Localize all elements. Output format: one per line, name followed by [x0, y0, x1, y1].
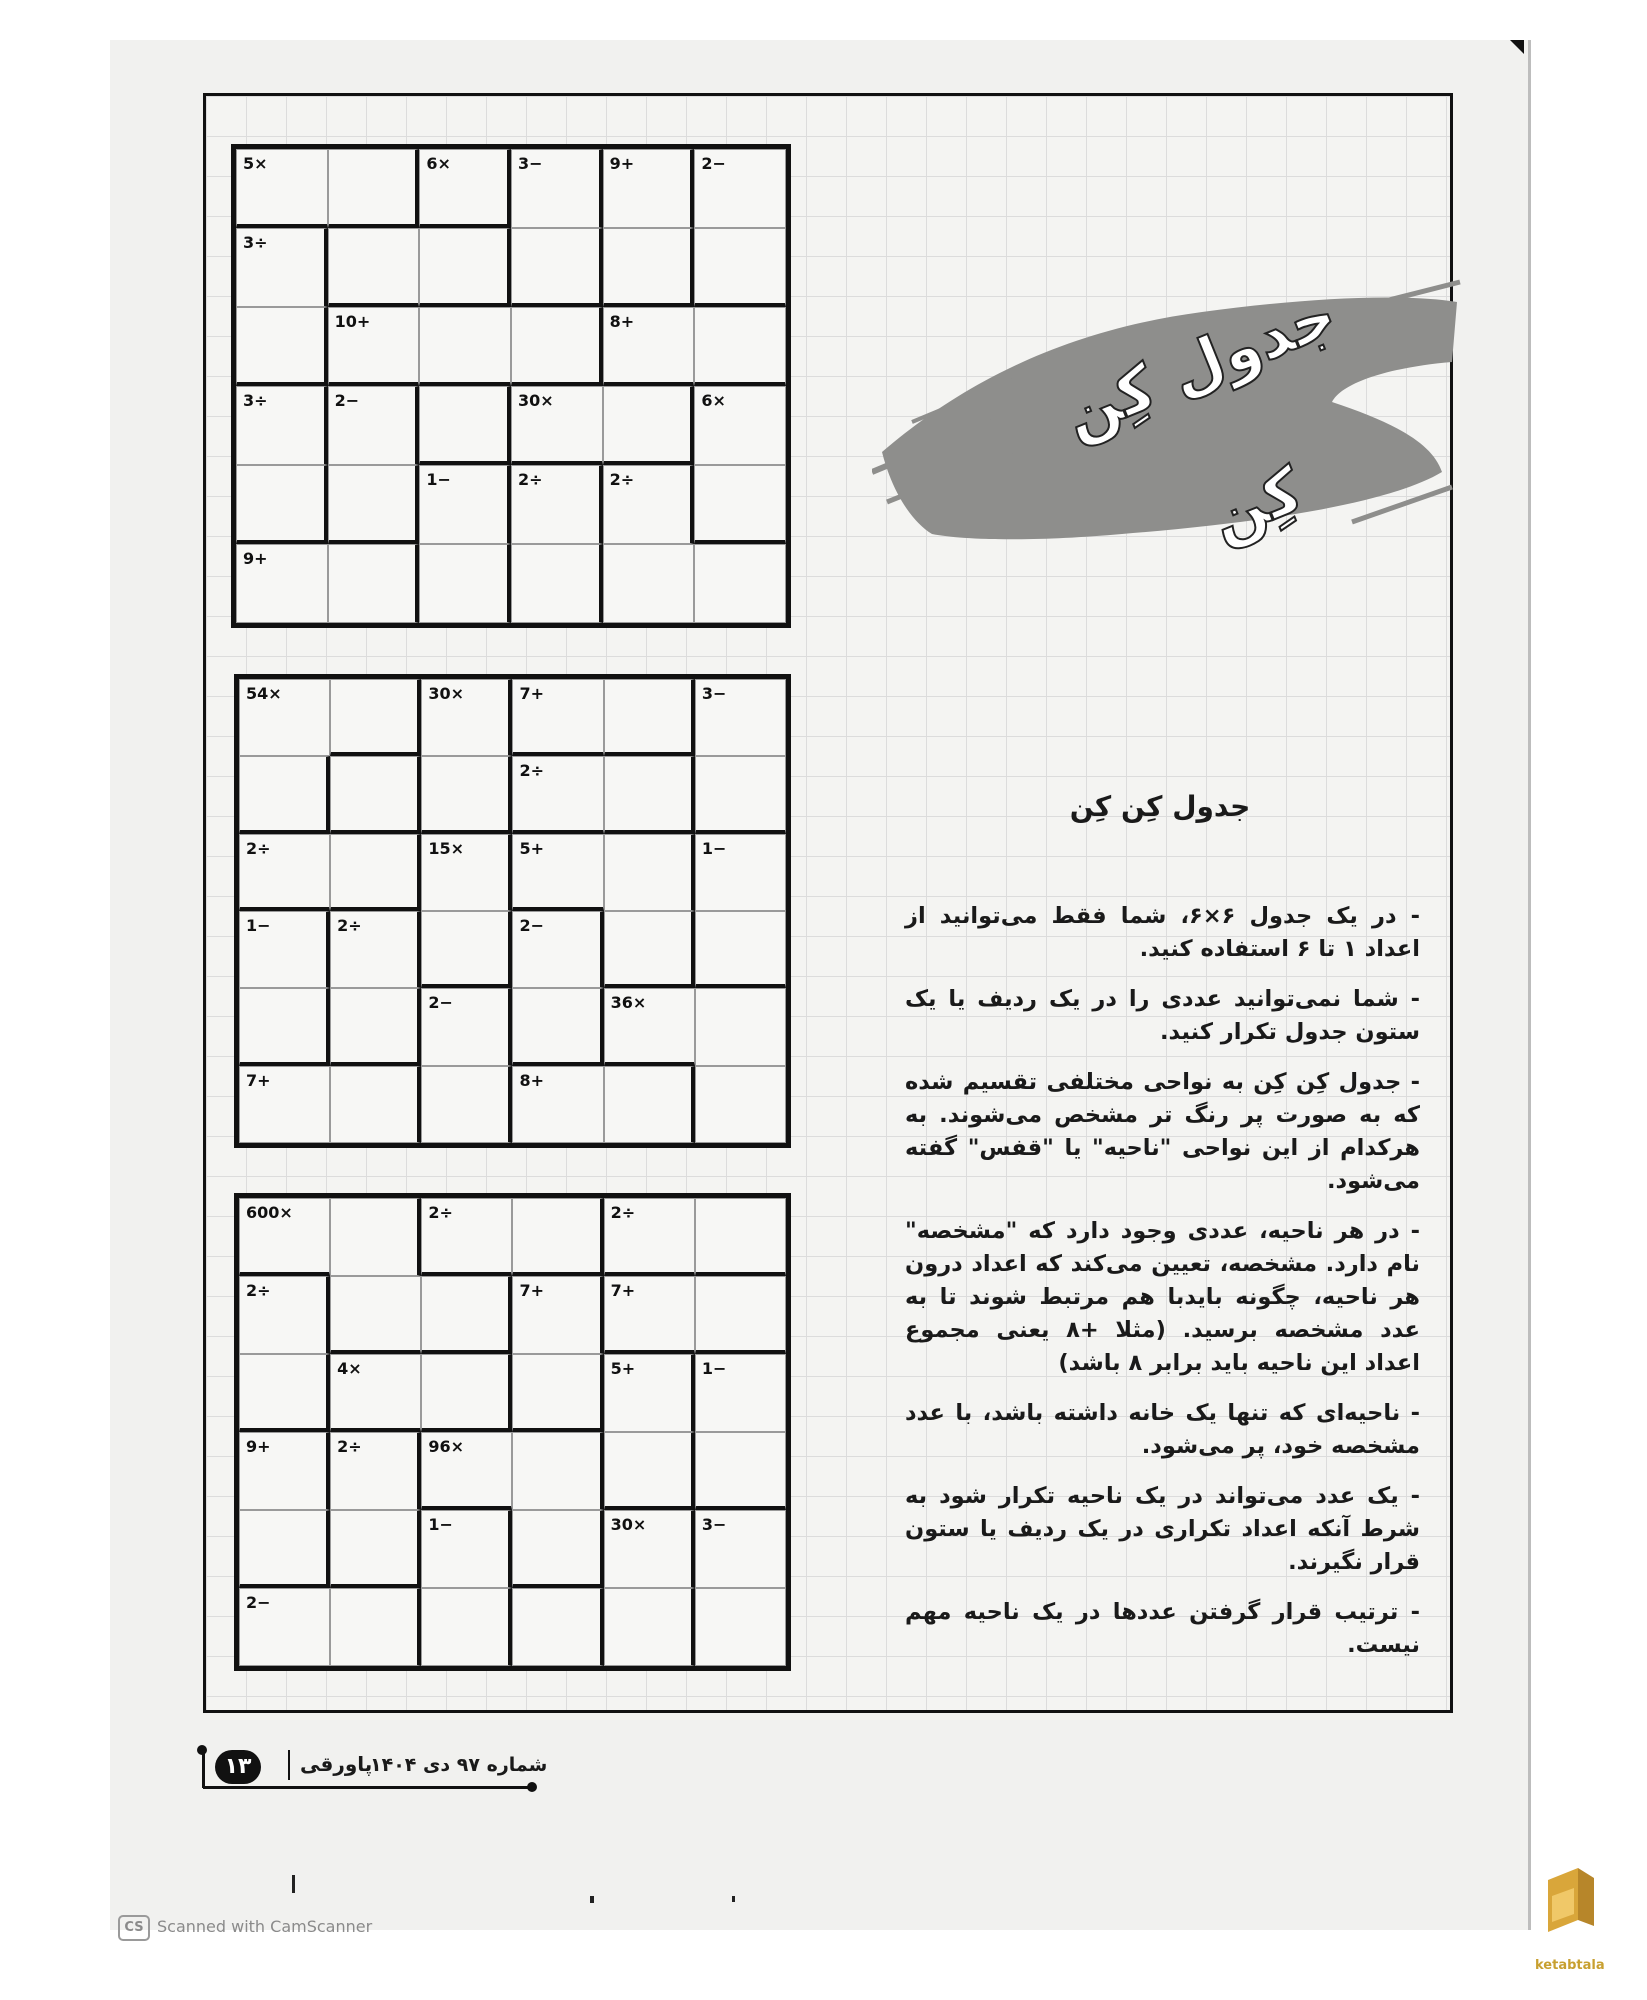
scan-speck — [732, 1896, 735, 1902]
puzzle-cell — [604, 834, 695, 911]
puzzle-cell — [694, 149, 786, 228]
camscanner-icon: CS — [118, 1915, 150, 1941]
puzzle-cell — [421, 1354, 512, 1432]
puzzle-cell — [603, 386, 695, 465]
puzzle-cell — [419, 544, 511, 623]
puzzle-cell — [695, 679, 786, 756]
footer-divider-vertical — [202, 1752, 205, 1788]
rule-7: - ترتیب قرار گرفتن عددها در یک ناحیه مهم نیست. — [905, 1599, 1420, 1658]
cage-clue: 5+ — [610, 1359, 636, 1378]
puzzle-cell — [239, 988, 330, 1065]
puzzle-cell — [695, 1354, 786, 1432]
puzzle-cell — [419, 149, 511, 228]
puzzle-cell — [603, 307, 695, 386]
puzzle-cell — [330, 1510, 421, 1588]
puzzle-cell — [512, 1354, 603, 1432]
cage-clue: 30× — [517, 391, 554, 410]
corner-mark — [1510, 40, 1524, 54]
puzzle-cell — [603, 544, 695, 623]
puzzle-cell — [236, 465, 328, 544]
puzzle-cell — [421, 1066, 512, 1143]
puzzle-cell — [421, 1588, 512, 1666]
puzzle-cell — [604, 1066, 695, 1143]
puzzle-cell — [603, 149, 695, 228]
puzzle-cell — [512, 1432, 603, 1510]
cage-clue: 3− — [701, 684, 727, 703]
puzzle-cell — [511, 465, 603, 544]
cage-clue: 2− — [428, 993, 453, 1013]
puzzle-cell — [604, 1588, 695, 1666]
puzzle-cell — [330, 1066, 421, 1143]
cage-clue: 3÷ — [243, 233, 268, 252]
cage-clue: 6× — [701, 391, 726, 410]
puzzle-cell — [695, 1588, 786, 1666]
puzzle-cell — [239, 1198, 330, 1276]
puzzle-cell — [330, 1588, 421, 1666]
puzzle-cell — [421, 1432, 512, 1510]
rule-2: - شما نمی‌توانید عددی را در یک ردیف یا یک ستون جدول تکرار کنید. — [905, 986, 1420, 1045]
puzzle-cell — [604, 911, 695, 988]
cage-clue: 9+ — [246, 1437, 271, 1456]
puzzle-cell — [236, 544, 328, 623]
puzzle-cell — [604, 1432, 695, 1510]
puzzle-cell — [236, 228, 328, 307]
footer-dot — [527, 1782, 537, 1792]
puzzle-cell — [239, 834, 330, 911]
puzzle-cell — [421, 988, 512, 1065]
issue-info: شماره ۹۷ دی ۱۴۰۴ — [370, 1754, 548, 1776]
cage-clue: 96× — [428, 1437, 464, 1456]
puzzle-cell — [239, 679, 330, 756]
cage-clue: 7+ — [519, 684, 545, 703]
page-edge — [1528, 40, 1531, 1930]
cage-clue: 2÷ — [517, 470, 543, 489]
cage-clue: 15× — [428, 838, 464, 858]
cage-clue: 2÷ — [246, 838, 271, 858]
cage-clue: 10+ — [334, 312, 371, 331]
puzzle-cell — [421, 1510, 512, 1588]
scan-speck — [590, 1896, 594, 1903]
puzzle-cell — [421, 1198, 512, 1276]
puzzle-cell — [512, 1066, 603, 1143]
puzzle-cell — [512, 834, 603, 911]
kenken-puzzle-2 — [234, 674, 791, 1148]
puzzle-cell — [239, 1066, 330, 1143]
cage-clue: 1− — [428, 1515, 453, 1534]
cage-clue: 9+ — [609, 154, 635, 173]
puzzle-cell — [512, 756, 603, 833]
puzzle-cell — [603, 465, 695, 544]
puzzle-cell — [328, 149, 420, 228]
cage-clue: 2÷ — [609, 470, 635, 489]
cage-clue: 1− — [701, 1359, 727, 1378]
puzzle-cell — [694, 544, 786, 623]
puzzle-cell — [239, 1276, 330, 1354]
puzzle-cell — [511, 228, 603, 307]
puzzle-cell — [239, 1588, 330, 1666]
cage-clue: 3− — [517, 154, 543, 173]
cage-clue: 1− — [426, 470, 451, 489]
puzzle-cell — [512, 1198, 603, 1276]
puzzle-cell — [330, 679, 421, 756]
cage-clue: 4× — [337, 1359, 362, 1378]
puzzle-cell — [512, 1588, 603, 1666]
puzzle-cell — [694, 307, 786, 386]
puzzle-cell — [330, 834, 421, 911]
puzzle-cell — [694, 386, 786, 465]
camscanner-watermark: Scanned with CamScanner — [157, 1917, 373, 1936]
subtitle: جدول کِن کِن — [1069, 790, 1251, 823]
page-number-badge: ۱۳ — [215, 1750, 261, 1784]
puzzle-cell — [236, 307, 328, 386]
cage-clue: 30× — [428, 684, 464, 703]
cage-clue: 9+ — [243, 549, 268, 568]
puzzle-cell — [330, 1276, 421, 1354]
puzzle-cell — [603, 228, 695, 307]
cage-clue: 30× — [610, 1515, 647, 1534]
puzzle-cell — [239, 1432, 330, 1510]
puzzle-cell — [239, 756, 330, 833]
ketabtala-logo-icon — [1538, 1860, 1598, 1940]
cage-clue: 2− — [246, 1593, 271, 1612]
rule-1: - در یک جدول ۶×۶، شما فقط می‌توانید از اعداد ۱ تا ۶ استفاده کنید. — [905, 903, 1420, 962]
cage-clue: 7+ — [610, 1281, 636, 1300]
cage-clue: 1− — [246, 916, 271, 935]
puzzle-cell — [330, 1198, 421, 1276]
puzzle-cell — [694, 228, 786, 307]
puzzle-cell — [328, 307, 420, 386]
cage-clue: 5+ — [519, 838, 545, 858]
puzzle-cell — [604, 1198, 695, 1276]
puzzle-cell — [512, 1510, 603, 1588]
puzzle-cell — [236, 149, 328, 228]
puzzle-cell — [421, 834, 512, 911]
cage-clue: 2÷ — [246, 1281, 271, 1300]
puzzle-cell — [695, 1276, 786, 1354]
cage-clue: 7+ — [519, 1281, 545, 1300]
title-banner: جدول کِن کِن — [1053, 277, 1347, 555]
rule-4: - در هر ناحیه، عددی وجود دارد که "مشخصه" نام دارد. مشخصه، تعیین می‌کند که اعداد درون هر ناحیه، چگونه بایدبا هم مرتبط شوند تا به عدد مشخصه برسید. (مثلا +۸ یعنی مجموع اعداد این ناحیه باید برابر ۸ باشد) — [905, 1218, 1420, 1376]
puzzle-cell — [511, 544, 603, 623]
puzzle-cell — [512, 988, 603, 1065]
puzzle-cell — [421, 756, 512, 833]
puzzle-cell — [330, 988, 421, 1065]
puzzle-cell — [330, 756, 421, 833]
puzzle-cell — [695, 834, 786, 911]
cage-clue: 7+ — [246, 1070, 271, 1090]
puzzle-cell — [604, 988, 695, 1065]
puzzle-cell — [328, 465, 420, 544]
cage-clue: 1− — [701, 838, 727, 858]
cage-clue: 2÷ — [337, 1437, 362, 1456]
puzzle-cell — [328, 544, 420, 623]
puzzle-cell — [512, 1276, 603, 1354]
puzzle-cell — [239, 1354, 330, 1432]
puzzle-cell — [604, 1276, 695, 1354]
puzzle-cell — [695, 911, 786, 988]
cage-clue: 8+ — [519, 1070, 545, 1090]
cage-clue: 2÷ — [428, 1203, 453, 1222]
cage-clue: 2÷ — [519, 761, 545, 781]
puzzle-cell — [695, 988, 786, 1065]
puzzle-cell — [419, 228, 511, 307]
puzzle-cell — [695, 1198, 786, 1276]
footer-rule — [203, 1786, 533, 1789]
cage-clue: 2÷ — [337, 916, 362, 935]
puzzle-cell — [421, 1276, 512, 1354]
cage-clue: 36× — [610, 993, 647, 1013]
puzzle-cell — [421, 911, 512, 988]
puzzle-cell — [604, 679, 695, 756]
cage-clue: 2− — [334, 391, 360, 410]
cage-clue: 6× — [426, 154, 451, 173]
cage-clue: 5× — [243, 154, 268, 173]
puzzle-cell — [236, 386, 328, 465]
puzzle-cell — [511, 307, 603, 386]
puzzle-cell — [695, 756, 786, 833]
puzzle-cell — [512, 911, 603, 988]
puzzle-cell — [604, 1354, 695, 1432]
ketabtala-brand: ketabtala — [1535, 1958, 1605, 1973]
scan-speck — [292, 1875, 295, 1893]
section-name: پاورقی — [300, 1752, 373, 1776]
cage-clue: 2÷ — [610, 1203, 636, 1222]
puzzle-cell — [695, 1066, 786, 1143]
puzzle-cell — [330, 1432, 421, 1510]
puzzle-cell — [328, 228, 420, 307]
puzzle-cell — [330, 1354, 421, 1432]
puzzle-cell — [512, 679, 603, 756]
puzzle-cell — [421, 679, 512, 756]
puzzle-cell — [695, 1510, 786, 1588]
puzzle-cell — [239, 911, 330, 988]
cage-clue: 54× — [246, 684, 282, 703]
cage-clue: 2− — [701, 154, 726, 173]
puzzle-cell — [604, 756, 695, 833]
puzzle-cell — [419, 465, 511, 544]
rules-list — [905, 900, 1420, 1679]
puzzle-cell — [694, 465, 786, 544]
kenken-puzzle-1 — [231, 144, 791, 628]
puzzle-cell — [328, 386, 420, 465]
puzzle-cell — [511, 149, 603, 228]
rule-5: - ناحیه‌ای که تنها یک خانه داشته باشد، با عدد مشخصه خود، پر می‌شود. — [905, 1400, 1420, 1459]
puzzle-cell — [695, 1432, 786, 1510]
cage-clue: 2− — [519, 916, 545, 935]
puzzle-cell — [604, 1510, 695, 1588]
rule-6: - یک عدد می‌تواند در یک ناحیه تکرار شود به شرط آنکه اعداد تکراری در یک ردیف یا ستون قرار نگیرند. — [905, 1483, 1420, 1575]
puzzle-cell — [511, 386, 603, 465]
kenken-puzzle-3 — [234, 1193, 791, 1671]
cage-clue: 600× — [246, 1203, 293, 1222]
puzzle-cell — [419, 386, 511, 465]
puzzle-cell — [239, 1510, 330, 1588]
puzzle-cell — [330, 911, 421, 988]
cage-clue: 3− — [701, 1515, 727, 1534]
puzzle-cell — [419, 307, 511, 386]
cage-clue: 8+ — [609, 312, 635, 331]
cage-clue: 3÷ — [243, 391, 268, 410]
rule-3: - جدول کِن کِن به نواحی مختلفی تقسیم شده که به صورت پر رنگ تر مشخص می‌شوند. به هرکدام از این نواحی "ناحیه" یا "قفس" گفته می‌شود. — [905, 1069, 1420, 1194]
footer-separator — [288, 1750, 290, 1780]
